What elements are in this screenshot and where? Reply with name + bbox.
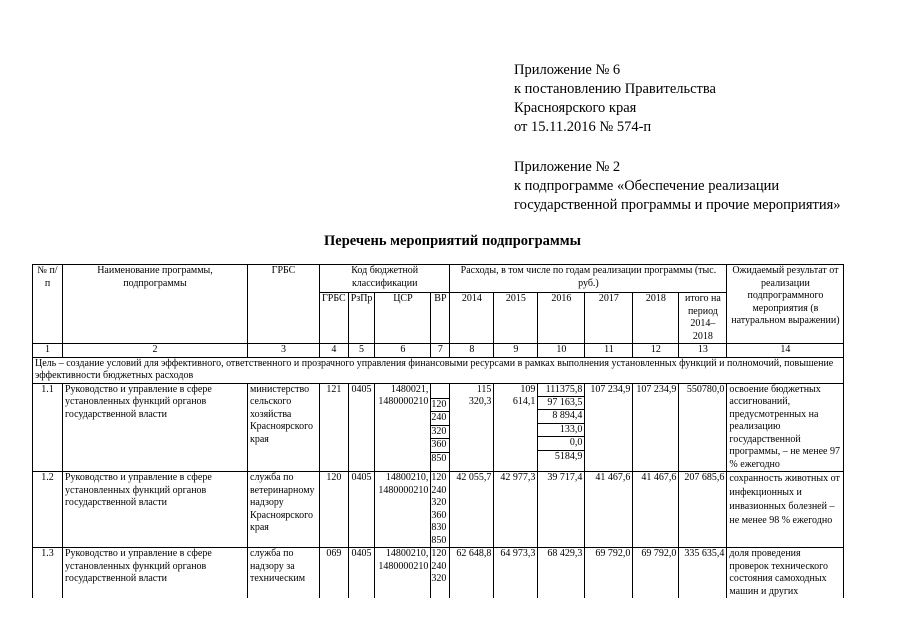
vr-code: 120 [431, 472, 447, 483]
appendix-line: от 15.11.2016 № 574-п [514, 119, 652, 135]
header-code-vr: ВР [431, 293, 450, 344]
appendix-line: Красноярского края [514, 100, 637, 116]
row-2014: 62 648,8 [450, 548, 494, 599]
row-vr [431, 472, 450, 548]
vr-code: 850 [431, 534, 447, 546]
amount-2016: 8 894,4 [538, 410, 584, 424]
row-grbs-code: 069 [320, 548, 349, 599]
header-expenses-group: Расходы, в том числе по годам реализации программы (тыс. руб.) [450, 265, 727, 293]
vr-code: 240 [431, 412, 449, 426]
row-2016: 68 429,3 [538, 548, 585, 599]
appendix-header [514, 61, 874, 215]
row-rzpr: 0405 [348, 383, 375, 472]
row-name: Руководство и управление в сфере установленных функций органов государственной власти [63, 383, 248, 472]
table-row [33, 383, 844, 472]
col-number: 11 [585, 344, 633, 358]
row-2016: 39 717,4 [538, 472, 585, 548]
appendix-line: государственной программы и прочие мероприятия» [514, 197, 841, 213]
col-number: 7 [431, 344, 450, 358]
table-row [33, 548, 844, 599]
vr-code: 830 [431, 522, 447, 533]
row-2018: 41 467,6 [633, 472, 679, 548]
amount-2016: 111375,8 [538, 384, 584, 397]
row-grbs: служба по надзору за техническим [248, 548, 320, 599]
header-code-rzpr: РзПр [348, 293, 375, 344]
row-total: 335 635,4 [679, 548, 727, 599]
vr-code: 320 [431, 426, 449, 440]
column-numbers-row [33, 344, 844, 358]
row-csr: 1480021, 1480000210 [375, 383, 431, 472]
activities-table [32, 264, 844, 598]
row-result: доля проведения проверок технического состояния самоходных машин и других [727, 548, 844, 599]
col-number: 5 [348, 344, 375, 358]
row-num: 1.3 [33, 548, 63, 599]
page-title: Перечень мероприятий подпрограммы [324, 233, 581, 249]
row-csr: 14800210, 1480000210 [375, 548, 431, 599]
vr-code: 240 [431, 560, 447, 572]
amount-2016: 0,0 [538, 437, 584, 451]
row-2015: 109 614,1 [494, 383, 538, 472]
vr-code: 320 [431, 497, 447, 508]
vr-code: 360 [431, 509, 447, 521]
col-number: 14 [727, 344, 844, 358]
row-result: сохранность животных от инфекционных и инвазионных болезней – не менее 98 % ежегодно [727, 472, 844, 548]
row-2017: 69 792,0 [585, 548, 633, 599]
header-total: итого на период 2014–2018 [679, 293, 727, 344]
row-num: 1.1 [33, 383, 63, 472]
row-grbs-code: 121 [320, 383, 349, 472]
appendix-line: Приложение № 2 [514, 159, 621, 175]
col-number: 10 [538, 344, 585, 358]
row-2014: 42 055,7 [450, 472, 494, 548]
row-2014: 115 320,3 [450, 383, 494, 472]
goal-text: Цель – создание условий для эффективного, ответственного и прозрачного управления финансовыми ресурсами в рамках выполнения установленных функций и полномочий, повышение эффективности бюджетных расходов [33, 357, 844, 383]
row-2016 [538, 383, 585, 472]
row-grbs: министерство сельского хозяйства Красноярского края [248, 383, 320, 472]
row-2015: 64 973,3 [494, 548, 538, 599]
vr-code: 120 [431, 548, 447, 559]
col-number: 3 [248, 344, 320, 358]
table-row [33, 472, 844, 548]
row-2015: 42 977,3 [494, 472, 538, 548]
appendix-line: Приложение № 6 [514, 62, 621, 78]
header-code-group: Код бюджетной классификации [320, 265, 450, 293]
row-name: Руководство и управление в сфере установленных функций органов государственной власти [63, 548, 248, 599]
row-2017: 41 467,6 [585, 472, 633, 548]
vr-code: 120 [431, 399, 449, 413]
header-year-2018: 2018 [633, 293, 679, 344]
row-total: 207 685,6 [679, 472, 727, 548]
header-year-2016: 2016 [538, 293, 585, 344]
row-rzpr: 0405 [348, 472, 375, 548]
header-code-csr: ЦСР [375, 293, 431, 344]
appendix-line: к постановлению Правительства [514, 81, 716, 97]
vr-code: 240 [431, 484, 447, 496]
header-result: Ожидаемый результат от реализации подпрограммного мероприятия (в натуральном выражении) [727, 265, 844, 344]
row-grbs: служба по ветеринарному надзору Красноярского края [248, 472, 320, 548]
row-vr [431, 383, 450, 472]
row-2018: 107 234,9 [633, 383, 679, 472]
col-number: 6 [375, 344, 431, 358]
amount-2016: 5184,9 [554, 450, 583, 462]
amount-2016: 133,0 [538, 424, 584, 438]
row-name: Руководство и управление в сфере установленных функций органов государственной власти [63, 472, 248, 548]
col-number: 1 [33, 344, 63, 358]
col-number: 9 [494, 344, 538, 358]
header-code-grbs: ГРБС [320, 293, 349, 344]
amount-2016: 97 163,5 [538, 397, 584, 411]
col-number: 13 [679, 344, 727, 358]
header-name: Наименование программы, подпрограммы [63, 265, 248, 344]
row-rzpr: 0405 [348, 548, 375, 599]
col-number: 2 [63, 344, 248, 358]
row-csr: 14800210, 1480000210 [375, 472, 431, 548]
row-result: освоение бюджетных ассигнований, предусмотренных на реализацию государственной программы, – не менее 97 % ежегодно [727, 383, 844, 472]
header-num: № п/п [33, 265, 63, 344]
row-2017: 107 234,9 [585, 383, 633, 472]
vr-code: 850 [431, 452, 447, 464]
header-year-2015: 2015 [494, 293, 538, 344]
col-number: 12 [633, 344, 679, 358]
col-number: 8 [450, 344, 494, 358]
header-year-2017: 2017 [585, 293, 633, 344]
header-grbs: ГРБС [248, 265, 320, 344]
vr-code: 320 [431, 573, 447, 584]
header-year-2014: 2014 [450, 293, 494, 344]
row-grbs-code: 120 [320, 472, 349, 548]
row-num: 1.2 [33, 472, 63, 548]
appendix-line: к подпрограмме «Обеспечение реализации [514, 178, 780, 194]
col-number: 4 [320, 344, 349, 358]
vr-code: 360 [431, 439, 449, 453]
row-total: 550780,0 [679, 383, 727, 472]
row-2018: 69 792,0 [633, 548, 679, 599]
row-vr [431, 548, 450, 599]
